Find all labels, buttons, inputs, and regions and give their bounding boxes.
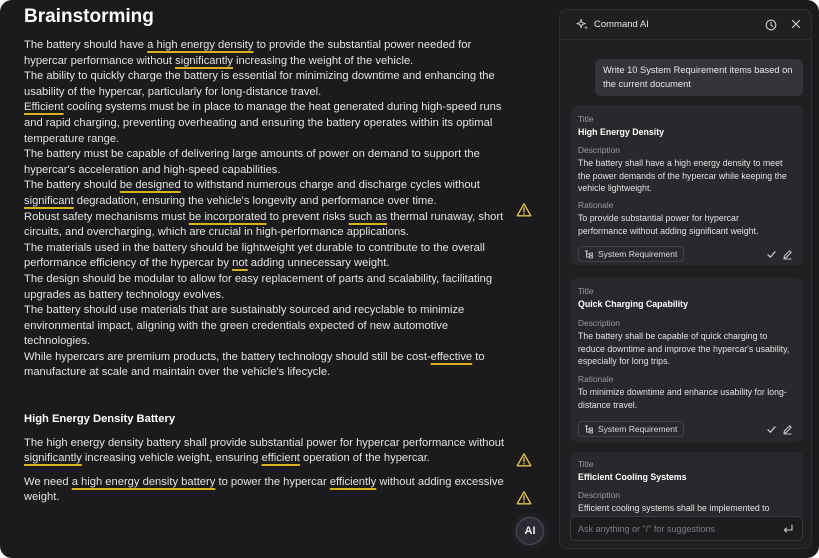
paragraph-text: to power the hypercar [215, 475, 330, 488]
flagged-phrase[interactable]: such as [348, 210, 388, 223]
paragraph-text: increasing the weight of the vehicle. [232, 54, 414, 67]
rationale-label: Rationale [578, 374, 614, 384]
warning-icon[interactable] [516, 490, 532, 506]
ask-input[interactable] [578, 522, 768, 536]
panel-title: Command AI [594, 19, 649, 30]
paragraph-text: thermal runaway, short circuits, and overcharging, which are crucial in high-performance applications. [24, 210, 504, 239]
document-paragraph [24, 475, 514, 506]
flagged-phrase[interactable]: a high energy density [147, 39, 254, 51]
command-ai-panel [559, 9, 812, 549]
document-paragraph [24, 178, 514, 209]
flagged-phrase[interactable]: effective [430, 350, 473, 363]
document-paragraph [24, 350, 514, 381]
paragraph-text: to provide the substantial power needed for hypercar performance without [24, 39, 472, 67]
document-body[interactable] [24, 38, 514, 514]
rationale-label: Rationale [578, 200, 614, 210]
paragraph-text: operation of the hypercar. [299, 452, 430, 465]
paragraph-text: increasing vehicle weight, ensuring [81, 452, 262, 465]
requirement-card[interactable] [571, 105, 803, 265]
requirement-description: Efficient cooling systems shall be implemented to [578, 503, 770, 513]
document-paragraph [24, 436, 514, 467]
paragraph-text: to manufacture at scale and maintain over the vehicle's lifecycle. [24, 350, 485, 379]
requirement-description: The battery shall be capable of quick charging to reduce downtime and improve the hypercar's usability, especially for long trips. [578, 331, 790, 367]
flagged-phrase[interactable]: efficiently [329, 475, 377, 488]
spacer [24, 381, 514, 412]
requirement-title: Efficient Cooling Systems [578, 472, 687, 482]
paragraph-text: cooling systems must be in place to manage the heat generated during high-speed runs and rapid charging, preventing overheating and ensuring the battery operates within its optimal temperature range. [24, 101, 502, 145]
description-label: Description [578, 490, 620, 500]
page-title: Brainstorming [24, 6, 154, 27]
requirement-rationale: To provide substantial power for hypercar performance without adding significant weight. [578, 213, 759, 236]
document-paragraph [24, 272, 514, 303]
paragraph-text: The battery should [24, 179, 120, 192]
requirement-title: High Energy Density [578, 127, 665, 137]
document-paragraph [24, 147, 514, 178]
paragraph-text: The battery must be capable of delivering large amounts of power on demand to support the hypercar's acceleration and high-speed capabilities. [24, 148, 480, 176]
requirement-card[interactable] [571, 278, 803, 442]
tag-label: System Requirement [598, 249, 678, 259]
requirement-description: The battery shall have a high energy density to meet the power demands of the hypercar while keeping the vehicle lightweight. [578, 158, 787, 194]
tag-label: System Requirement [598, 424, 678, 434]
flagged-phrase[interactable]: significant [24, 194, 74, 207]
flagged-phrase[interactable]: be designed [119, 179, 181, 192]
paragraph-text: to withstand numerous charge and discharge cycles without [180, 179, 480, 192]
paragraph-text: to prevent risks [266, 210, 349, 223]
user-message: Write 10 System Requirement items based on the current document [595, 59, 803, 96]
paragraph-text: The materials used in the battery should be lightweight yet durable to contribute to the overall performance efficiency of the hypercar by [24, 241, 485, 270]
edit-icon[interactable] [782, 424, 793, 435]
title-label: Title [578, 114, 594, 124]
hierarchy-icon [584, 424, 594, 434]
document-paragraph [24, 210, 514, 241]
document-paragraph [24, 69, 514, 100]
hierarchy-icon [584, 249, 594, 259]
ask-input-box[interactable] [570, 516, 803, 541]
document-paragraph [24, 100, 514, 147]
requirement-type-tag[interactable] [578, 421, 684, 437]
check-icon[interactable] [766, 249, 777, 260]
flagged-phrase[interactable]: be incorporated [188, 210, 267, 223]
document-paragraph [24, 303, 514, 350]
paragraph-text: The high energy density battery shall provide substantial power for hypercar performance without [24, 436, 505, 449]
edit-icon[interactable] [782, 249, 793, 260]
requirement-title: Quick Charging Capability [578, 299, 688, 309]
flagged-phrase[interactable]: a high energy density battery [71, 475, 216, 488]
description-label: Description [578, 318, 620, 328]
check-icon[interactable] [766, 424, 777, 435]
paragraph-text: The ability to quickly charge the battery is essential for minimizing downtime and enhancing the usability of the hypercar, particularly for long-distance travel. [24, 70, 495, 98]
paragraph-text: Robust safety mechanisms must [24, 210, 189, 223]
brainstorm-paragraphs [24, 38, 514, 381]
title-label: Title [578, 459, 594, 469]
flagged-phrase[interactable]: significantly [175, 54, 233, 67]
paragraph-text: The battery should have [24, 39, 148, 51]
flagged-phrase[interactable]: efficient [261, 452, 300, 465]
section-heading: High Energy Density Battery [24, 413, 176, 426]
ai-button-label: AI [524, 525, 536, 537]
paragraph-text: degradation, ensuring the vehicle's longevity and performance over time. [73, 194, 437, 207]
requirement-rationale: To minimize downtime and enhance usability for long-distance travel. [578, 387, 787, 410]
requirement-type-tag[interactable] [578, 246, 684, 262]
sparkle-icon [576, 18, 589, 31]
ai-assistant-button[interactable] [516, 517, 544, 545]
warning-icon[interactable] [516, 202, 532, 218]
panel-header [560, 10, 811, 40]
history-icon[interactable] [765, 19, 777, 31]
paragraph-text: adding unnecessary weight. [247, 257, 390, 270]
title-label: Title [578, 286, 594, 296]
paragraph-text: We need [24, 475, 72, 488]
flagged-phrase[interactable]: not [232, 257, 248, 270]
document-paragraph [24, 38, 514, 69]
paragraph-text: The design should be modular to allow for easy replacement of parts and scalability, facilitating upgrades as battery technology evolves. [24, 272, 493, 301]
close-icon[interactable] [790, 18, 802, 30]
warning-icon[interactable] [516, 452, 532, 468]
paragraph-text: While hypercars are premium products, the battery technology should still be cost- [24, 350, 431, 363]
description-label: Description [578, 145, 620, 155]
enter-icon[interactable] [782, 523, 794, 535]
section-paragraphs [24, 436, 514, 506]
flagged-phrase[interactable]: significantly [24, 452, 82, 465]
flagged-phrase[interactable]: Efficient [24, 101, 64, 114]
paragraph-text: without adding excessive weight. [24, 475, 504, 504]
paragraph-text: The battery should use materials that are sustainably sourced and recyclable to minimize environmental impact, aligning with the green credentials expected of new automotive technologies. [24, 304, 465, 348]
document-paragraph [24, 241, 514, 272]
